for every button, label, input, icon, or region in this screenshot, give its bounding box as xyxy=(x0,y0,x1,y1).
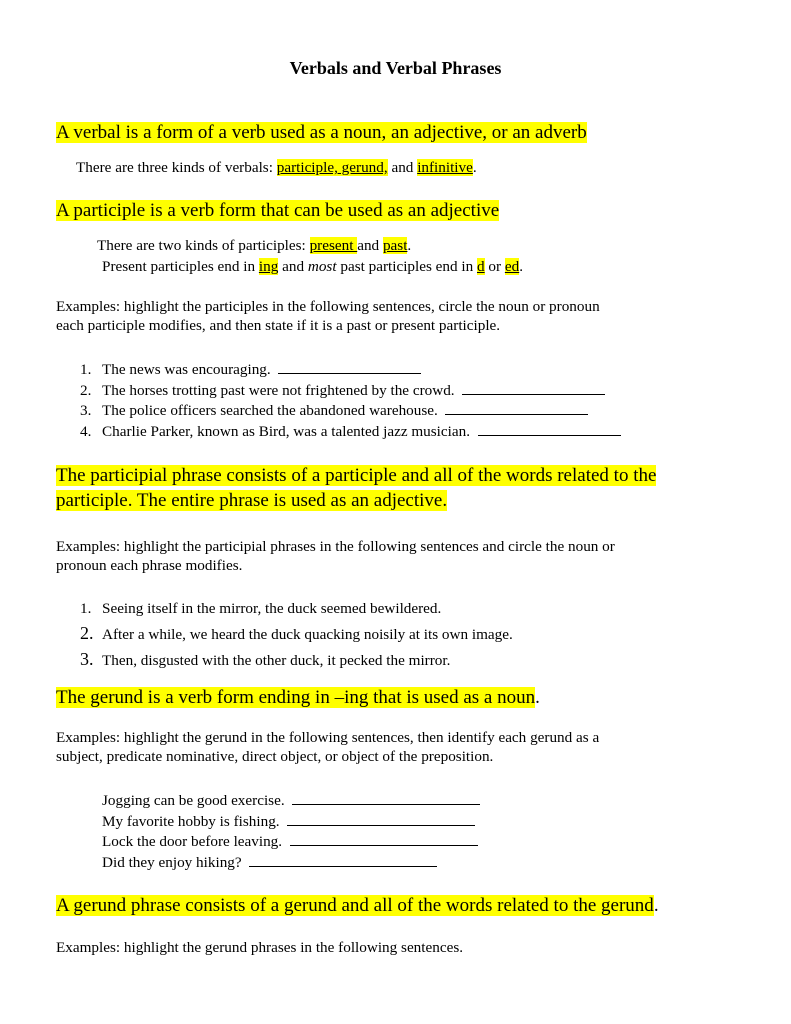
participle-kinds-intro: There are two kinds of participles: xyxy=(97,237,310,254)
list-number: 2. xyxy=(80,623,94,643)
participial-instructions-line1: Examples: highlight the participial phrases in the following sentences and circle the noun or xyxy=(56,538,615,555)
list-number: 4. xyxy=(80,422,92,440)
endings-period: . xyxy=(519,258,523,275)
participial-phrase-line2: participle. The entire phrase is used as an adjective. xyxy=(56,490,448,511)
list-item xyxy=(80,381,621,402)
participle-kinds-period: . xyxy=(407,237,412,254)
list-number: 1. xyxy=(80,600,92,617)
verbal-kinds-line xyxy=(76,158,477,177)
answer-blank[interactable] xyxy=(278,360,421,374)
verbal-kind-participle-gerund: participle, gerund, xyxy=(276,159,388,176)
list-item xyxy=(80,401,621,422)
participle-kind-present: present xyxy=(309,237,358,254)
list-item xyxy=(80,597,513,621)
gerund-definition-heading xyxy=(56,686,540,710)
endings-and: and xyxy=(278,258,308,275)
verbal-kinds-and: and xyxy=(387,159,418,176)
list-number: 1. xyxy=(80,361,92,378)
endings-most: most xyxy=(307,258,337,275)
list-item xyxy=(80,621,513,647)
list-number: 3. xyxy=(80,649,94,669)
participial-phrase-line1: The participial phrase consists of a participle and all of the words related to the xyxy=(56,465,657,486)
verbal-kinds-intro: There are three kinds of verbals: xyxy=(76,159,277,176)
page-title: Verbals and Verbal Phrases xyxy=(289,58,502,78)
answer-blank[interactable] xyxy=(292,791,480,805)
gerund-instructions-line2: subject, predicate nominative, direct object, or object of the preposition. xyxy=(56,748,494,765)
gerund-phrase-instructions: Examples: highlight the gerund phrases in the following sentences. xyxy=(56,939,464,956)
gerund-definition-period: . xyxy=(535,687,540,708)
sentence-text: My favorite hobby is fishing. xyxy=(102,812,280,830)
participial-phrase-exercise-list xyxy=(80,597,513,673)
ending-d: d xyxy=(477,258,485,275)
participle-kinds-line xyxy=(97,236,411,255)
gerund-definition-text: The gerund is a verb form ending in –ing that is used as a noun xyxy=(56,687,536,708)
gerund-exercise-list xyxy=(102,791,480,873)
sentence-text: Seeing itself in the mirror, the duck seemed bewildered. xyxy=(102,600,442,617)
sentence-text: Jogging can be good exercise. xyxy=(102,792,285,809)
list-item xyxy=(80,647,513,673)
gerund-phrase-text: A gerund phrase consists of a gerund and all of the words related to the gerund xyxy=(56,895,654,916)
gerund-phrase-period: . xyxy=(653,895,659,916)
endings-past-intro: past participles end in xyxy=(336,258,478,275)
list-item xyxy=(102,832,480,853)
gerund-instructions xyxy=(56,728,599,766)
answer-blank[interactable] xyxy=(249,853,437,867)
verbal-definition-text: A verbal is a form of a verb used as a noun, an adjective, or an adverb xyxy=(56,122,587,143)
answer-blank[interactable] xyxy=(478,422,621,436)
verbal-kind-infinitive: infinitive xyxy=(417,159,473,176)
verbal-kinds-period: . xyxy=(472,159,477,176)
participle-definition-heading xyxy=(56,199,499,223)
sentence-text: The horses trotting past were not frightened by the crowd. xyxy=(102,381,455,399)
gerund-phrase-heading xyxy=(56,894,659,918)
list-number: 2. xyxy=(80,381,92,399)
list-item xyxy=(102,812,480,833)
sentence-text: Lock the door before leaving. xyxy=(102,833,283,850)
list-number: 3. xyxy=(80,402,92,419)
participle-instructions-line1: Examples: highlight the participles in the following sentences, circle the noun or pronoun xyxy=(56,298,600,315)
sentence-text: The police officers searched the abandoned warehouse. xyxy=(102,402,438,419)
sentence-text: Charlie Parker, known as Bird, was a talented jazz musician. xyxy=(102,422,470,440)
participial-phrase-instructions xyxy=(56,537,615,575)
participial-phrase-heading xyxy=(56,463,656,513)
participial-instructions-line2: pronoun each phrase modifies. xyxy=(56,557,243,574)
answer-blank[interactable] xyxy=(445,401,588,415)
participle-kind-past: past xyxy=(382,237,408,254)
gerund-instructions-line1: Examples: highlight the gerund in the following sentences, then identify each gerund as a xyxy=(56,729,600,746)
list-item xyxy=(80,360,621,381)
endings-intro: Present participles end in xyxy=(102,258,259,275)
answer-blank[interactable] xyxy=(290,832,478,846)
sentence-text: Did they enjoy hiking? xyxy=(102,853,242,871)
list-item xyxy=(102,791,480,812)
endings-or: or xyxy=(484,258,505,275)
answer-blank[interactable] xyxy=(287,812,475,826)
participle-endings-line xyxy=(102,257,523,276)
answer-blank[interactable] xyxy=(462,381,605,395)
participle-instructions-line2: each participle modifies, and then state if it is a past or present participle. xyxy=(56,317,501,334)
sentence-text: The news was encouraging. xyxy=(102,361,271,378)
verbal-definition-heading xyxy=(56,121,587,145)
participle-definition-text: A participle is a verb form that can be used as an adjective xyxy=(56,200,500,221)
sentence-text: Then, disgusted with the other duck, it pecked the mirror. xyxy=(102,652,451,669)
list-item xyxy=(80,422,621,443)
participle-kinds-and: and xyxy=(357,237,383,254)
ending-ed: ed xyxy=(504,258,520,275)
participle-exercise-list xyxy=(80,360,621,442)
sentence-text: After a while, we heard the duck quacking noisily at its own image. xyxy=(102,626,513,643)
participle-instructions xyxy=(56,297,600,335)
list-item xyxy=(102,853,480,874)
ending-ing: ing xyxy=(258,258,279,275)
